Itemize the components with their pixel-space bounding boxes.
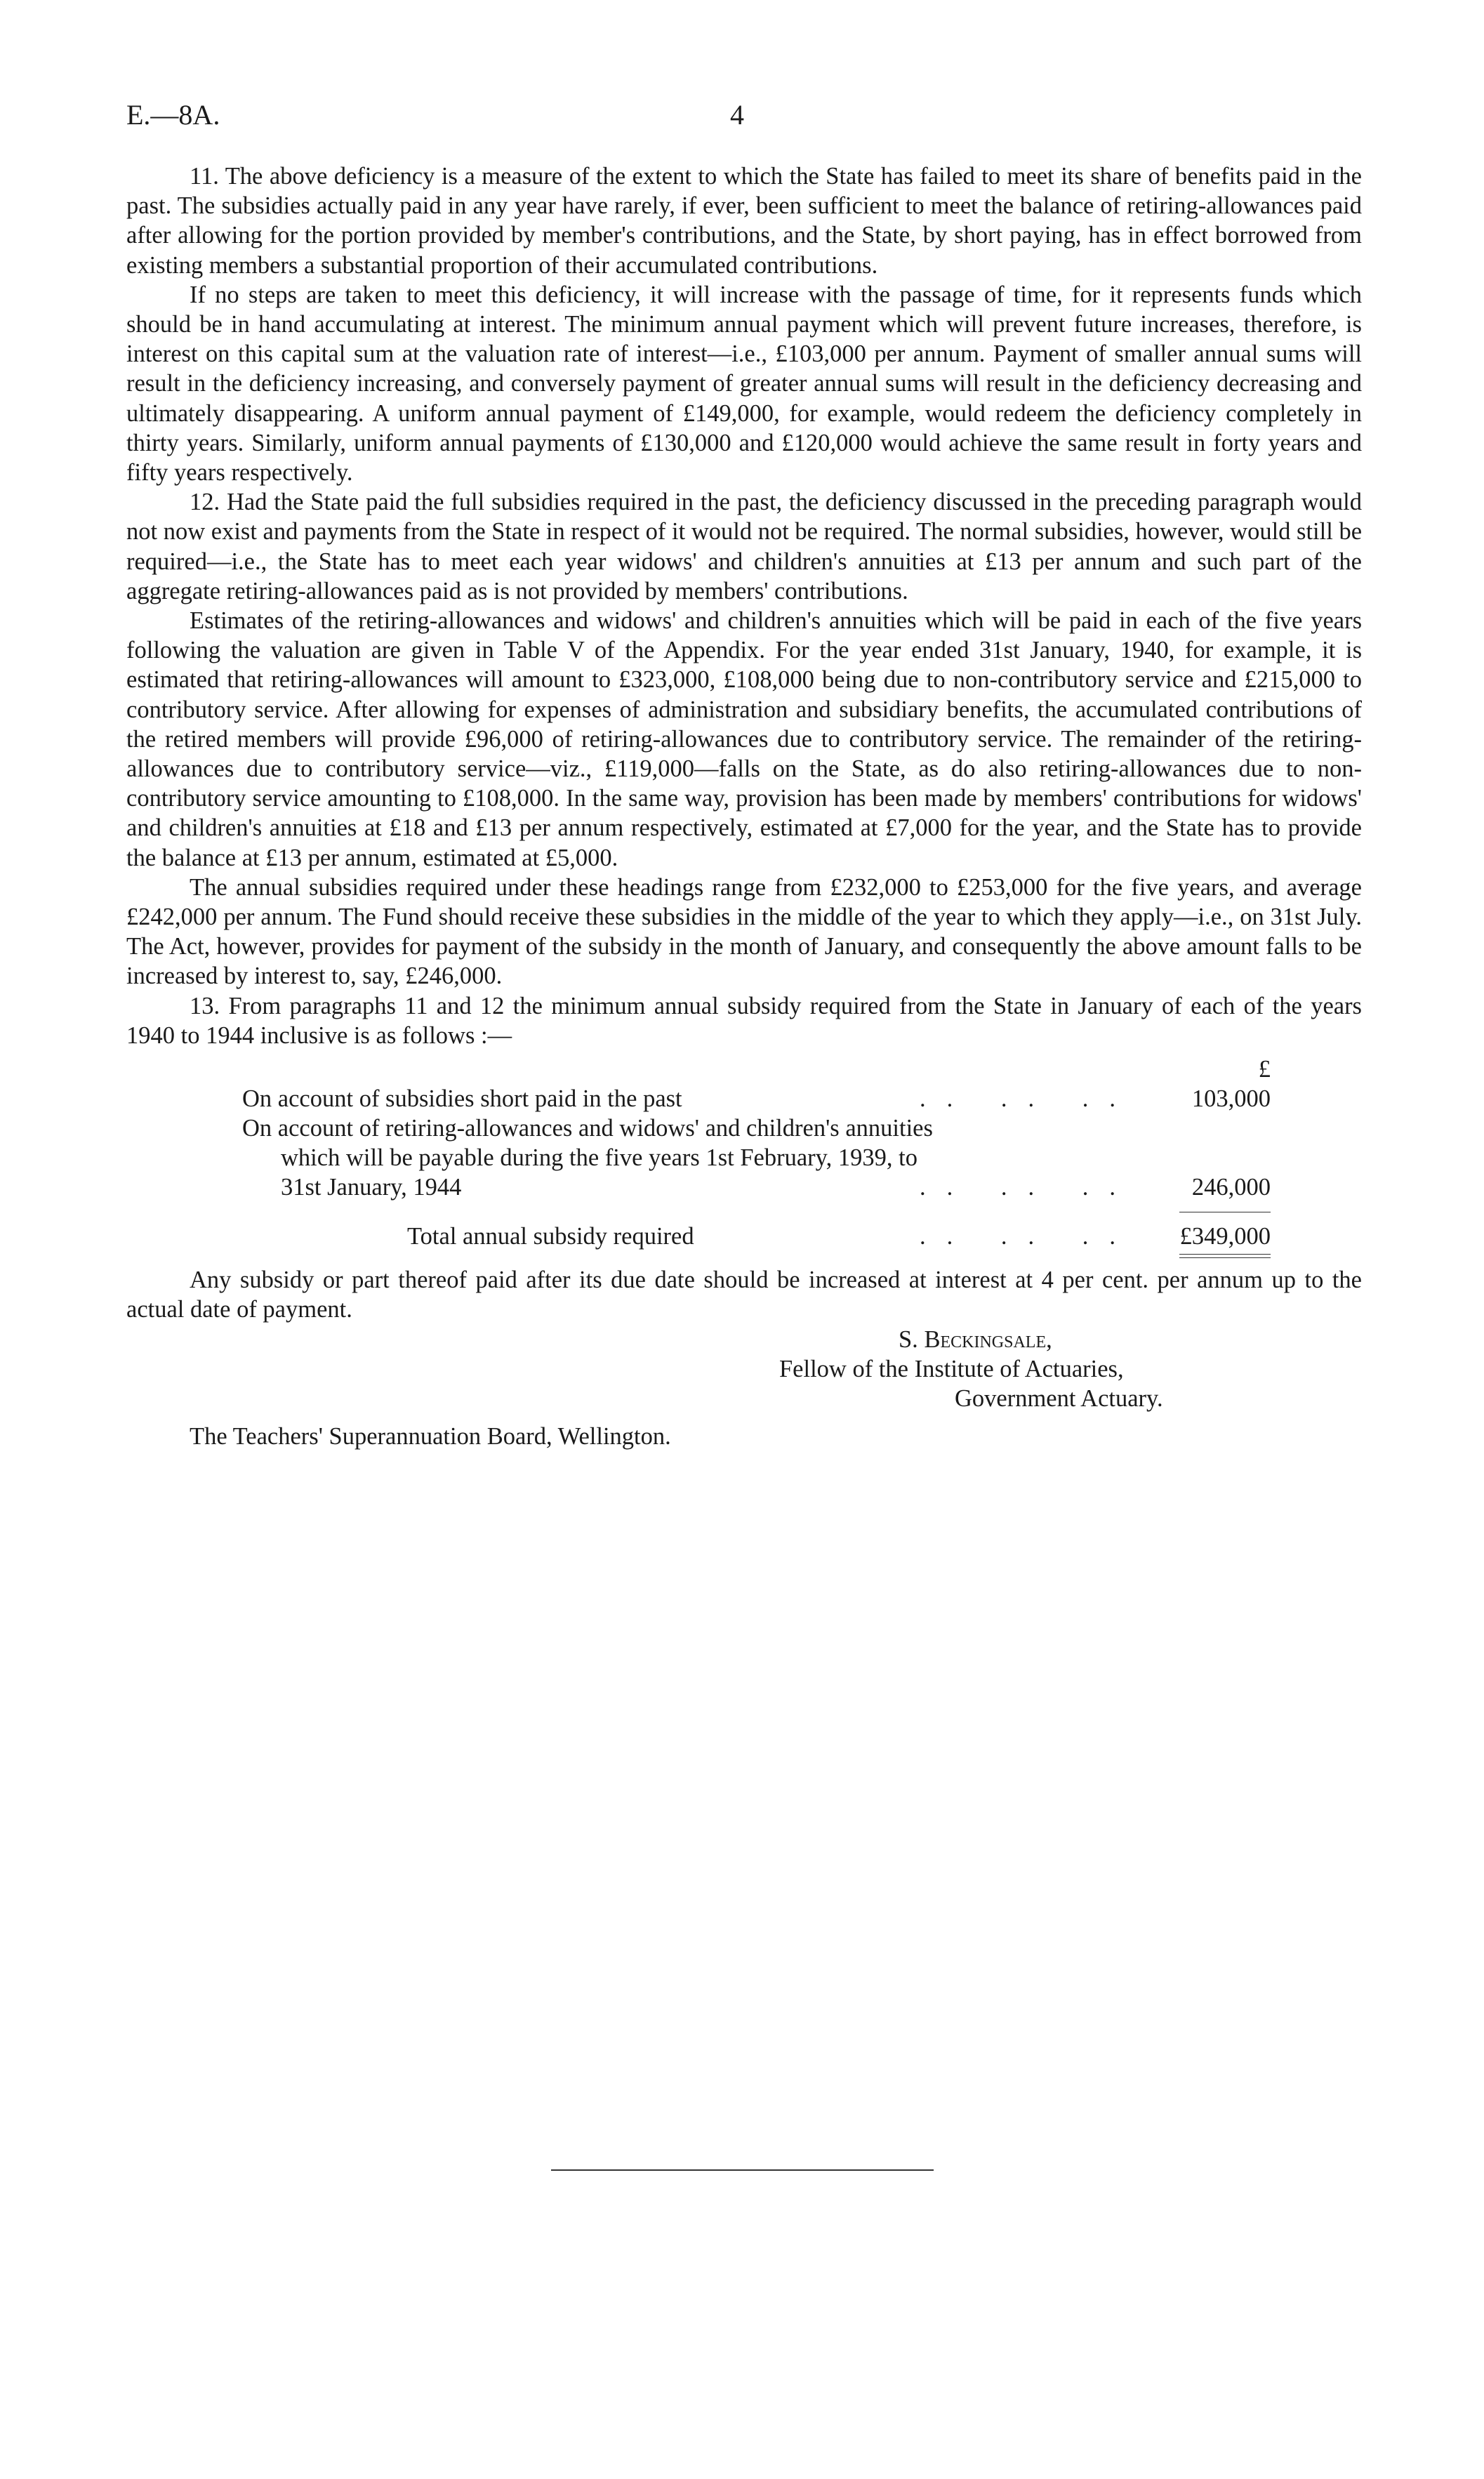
subsidy-schedule	[126, 1055, 1362, 1265]
schedule-currency-row	[126, 1055, 1362, 1084]
schedule-label: which will be payable during the five years 1st February, 1939, to	[281, 1144, 917, 1172]
subtotal-rule-row	[126, 1202, 1362, 1222]
leader-dots: .. .. ..	[920, 1223, 1137, 1250]
schedule-row-allowances-end	[126, 1172, 1362, 1202]
signatory-title: Government Actuary.	[955, 1384, 1163, 1412]
document-reference: E.—8A.	[126, 99, 220, 131]
paragraph-12: 12. Had the State paid the full subsidies required in the past, the deficiency discussed in the preceding paragraph would not now exist and payments from the State in respect of it would not be required. The normal subsidies, however, would still be required—i.e., the State has to meet each year widows' and children's annuities at £13 per annum and such part of the aggregate retiring-allowances paid as is not provided by members' contributions.	[126, 489, 1363, 604]
leader-dots: .. .. ..	[920, 1085, 1137, 1113]
document-body	[126, 161, 1362, 1451]
schedule-row-short-paid	[126, 1084, 1362, 1113]
page-number: 4	[730, 99, 744, 131]
page-header	[126, 98, 1362, 133]
total-amount: £349,000	[1179, 1223, 1271, 1250]
schedule-label: On account of retiring-allowances and widows' and children's annuities	[242, 1115, 933, 1142]
schedule-label: On account of subsidies short paid in the past	[242, 1085, 682, 1113]
signatory-initial: S.	[899, 1326, 925, 1353]
schedule-amount: 103,000	[1191, 1085, 1271, 1113]
paragraph-11: 11. The above deficiency is a measure of the extent to which the State has failed to meet its share of benefits paid in the past. The subsidies actually paid in any year have rarely, if ever, been sufficient to meet the balance of retiring-allowances paid after allowing for the portion provided by member's contributions, and the State, by short paying, has in effect borrowed from existing members a substantial proportion of their accumulated contributions.	[126, 163, 1362, 279]
total-rule	[1179, 1254, 1271, 1255]
total-label: Total annual subsidy required	[407, 1223, 694, 1250]
total-rule-row	[126, 1251, 1362, 1265]
closing-paragraph: Any subsidy or part thereof paid after its due date should be increased at interest at 4 per cent. per annum up to the actual date of payment.	[126, 1267, 1362, 1323]
schedule-amount: 246,000	[1191, 1174, 1271, 1201]
paragraph-11-continued: If no steps are taken to meet this deficiency, it will increase with the passage of time, for it represents funds which should be in hand accumulating at interest. The minimum annual payment which will prevent future increases, therefore, is interest on this capital sum at the valuation rate of interest—i.e., £103,000 per annum. Payment of smaller annual sums will result in the deficiency increasing, and conversely payment of greater annual sums will result in the deficiency decreasing and ultimately disappearing. A uniform annual payment of £149,000, for example, would redeem the deficiency completely in thirty years. Similarly, uniform annual payments of £130,000 and £120,000 would achieve the same result in forty years and fifty years respectively.	[126, 281, 1362, 487]
schedule-row-allowances-continued	[126, 1143, 1362, 1172]
paragraph-12-estimates: Estimates of the retiring-allowances and widows' and children's annuities which will be paid in each of the five years following the valuation are given in Table V of the Appendix. For the year ended 31st January, 1940, for example, it is estimated that retiring-allowances will amount to £323,000, £108,000 being due to non-contributory service and £215,000 to contributory service. After allowing for expenses of administration and subsidiary benefits, the accumulated contributions of the retired members will provide £96,000 of retiring-allowances due to contributory service. The remainder of the retiring-allowances due to contributory service—viz., £119,000—falls on the State, as do also retiring-allowances due to non-contributory service amounting to £108,000. In the same way, provision has been made by members' contributions for widows' and children's annuities at £18 and £13 per annum respectively, estimated at £7,000 for the year, and the State has to provide the balance at £13 per annum, estimated at £5,000.	[126, 607, 1362, 871]
currency-symbol: £	[1258, 1056, 1271, 1083]
schedule-label: 31st January, 1944	[281, 1174, 462, 1201]
signatory-surname: Beckingsale,	[924, 1326, 1052, 1353]
schedule-row-total	[126, 1222, 1362, 1251]
signatory-fellowship: Fellow of the Institute of Actuaries,	[779, 1355, 1124, 1382]
footer-rule	[551, 2169, 934, 2171]
addressee: The Teachers' Superannuation Board, Wellington.	[190, 1422, 671, 1450]
paragraph-13: 13. From paragraphs 11 and 12 the minimum annual subsidy required from the State in January of each of the years 1940 to 1944 inclusive is as follows :—	[126, 992, 1362, 1049]
schedule-row-allowances	[126, 1113, 1362, 1143]
signature-block	[126, 1325, 1362, 1416]
leader-dots: .. .. ..	[920, 1174, 1137, 1201]
signatory-name	[899, 1325, 1052, 1354]
total-rule-double	[1179, 1257, 1271, 1258]
paragraph-12-subsidies: The annual subsidies required under these headings range from £232,000 to £253,000 for the five years, and average £242,000 per annum. The Fund should receive these subsidies in the middle of the year to which they apply—i.e., on 31st July. The Act, however, provides for payment of the subsidy in the month of January, and consequently the above amount falls to be increased by interest to, say, £246,000.	[126, 873, 1362, 990]
